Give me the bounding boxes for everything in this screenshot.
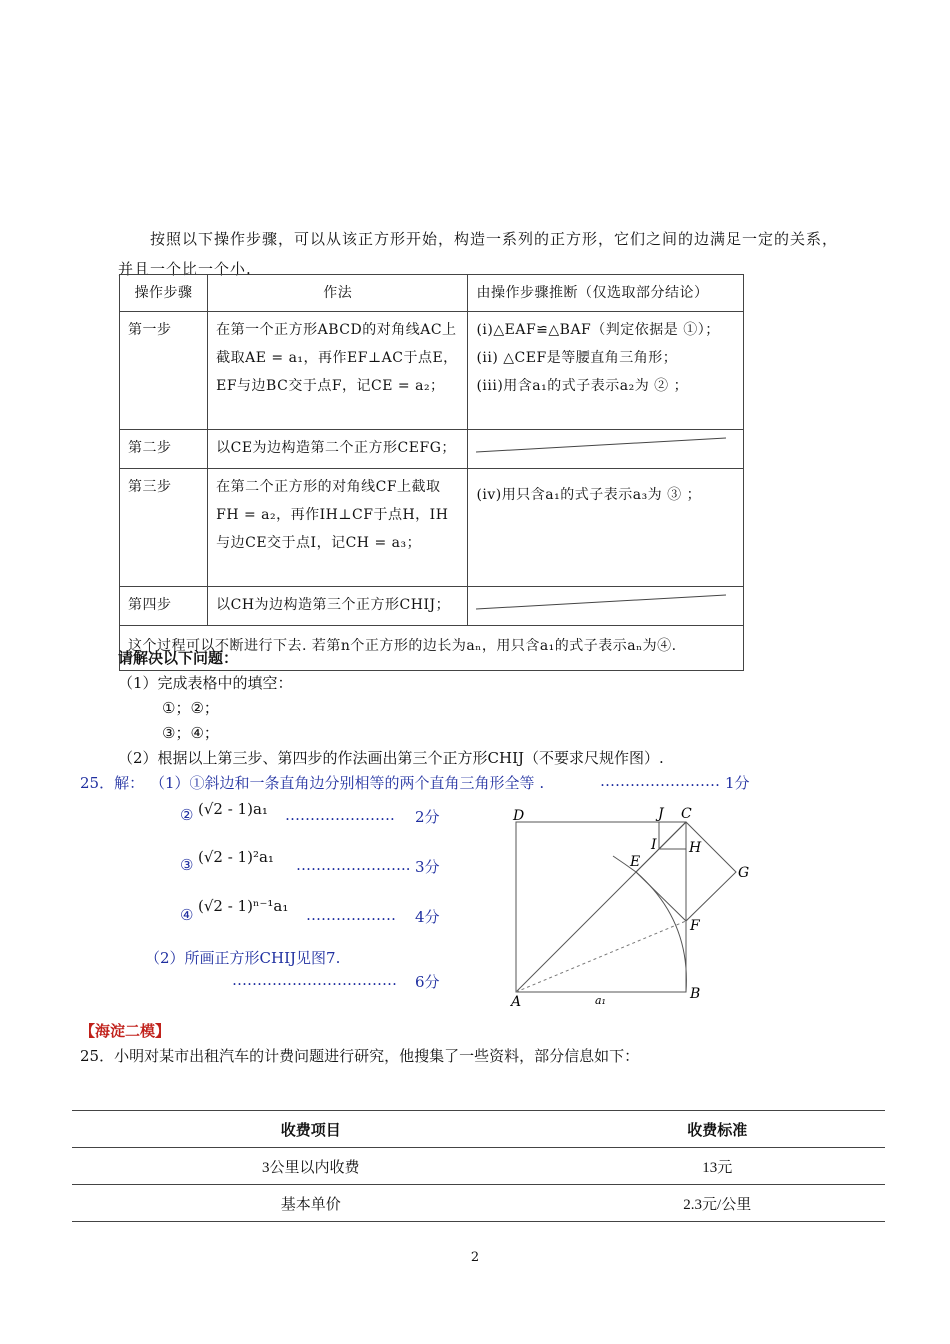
arc	[613, 856, 686, 992]
problem-statement: 25．小明对某市出租汽车的计费问题进行研究，他搜集了一些资料，部分信息如下：	[80, 1047, 640, 1065]
step-label: 第二步	[120, 430, 208, 469]
label-d: D	[513, 808, 525, 824]
label-h: H	[689, 840, 702, 856]
intro-line-1: 按照以下操作步骤，可以从该正方形开始，构造一系列的正方形，它们之间的边满足一定的关系，	[150, 230, 839, 248]
page-number: 2	[470, 1250, 480, 1265]
table-row	[120, 430, 744, 469]
step-label: 第一步	[120, 312, 208, 430]
answer-1-dots: ……………………	[600, 772, 720, 790]
diagonal-ic	[659, 822, 686, 849]
step-conclusions	[468, 469, 744, 587]
label-c: C	[681, 806, 692, 822]
table-row	[72, 1185, 885, 1222]
table-header-row	[120, 275, 744, 312]
answer-number: 25．解：	[80, 774, 145, 792]
fee-item: 3公里以内收费	[72, 1148, 549, 1185]
label-a: A	[511, 994, 522, 1010]
answer-2-expr: (√2 - 1)a₁	[198, 800, 268, 818]
answer-1: （1）①斜边和一条直角边分别相等的两个直角三角形全等 .	[150, 774, 545, 792]
fee-table	[72, 1110, 885, 1222]
geometry-figure	[495, 800, 765, 1015]
answer-2-dots: ………………….	[285, 806, 395, 824]
table-row	[72, 1148, 885, 1185]
step-label: 第四步	[120, 587, 208, 626]
section-tag: 【海淀二模】	[80, 1022, 171, 1040]
label-j: J	[658, 806, 664, 822]
conclusion-iv: (iv)用只含a₁的式子表示a₃为 ③ ；	[476, 487, 702, 503]
empty-cell	[468, 587, 744, 626]
header-method: 作法	[208, 275, 468, 312]
question-2: （2）根据以上第三步、第四步的作法画出第三个正方形CHIJ（不要求尺规作图）.	[118, 749, 664, 767]
question-1-blanks-a: ①；②；	[162, 699, 219, 717]
answer-2-prefix: ②	[180, 806, 194, 824]
operations-table	[119, 274, 744, 671]
conclusion-iii: (iii)用含a₁的式子表示a₂为 ② ；	[476, 378, 689, 394]
label-f: F	[690, 918, 700, 934]
label-i: I	[651, 837, 657, 853]
answer-3-expr: (√2 - 1)²a₁	[198, 848, 274, 866]
header-step: 操作步骤	[120, 275, 208, 312]
conclusion-i: (i)△EAF≌△BAF（判定依据是 ①）；	[476, 322, 720, 338]
step-method: 在第二个正方形的对角线CF上截取FH = a₂，再作IH⊥CF于点H，IH与边CE交于点I，记CH = a₃；	[208, 469, 468, 587]
fee-standard: 13元	[549, 1148, 885, 1185]
step-method: 以CH为边构造第三个正方形CHIJ；	[208, 587, 468, 626]
fee-item: 基本单价	[72, 1185, 549, 1222]
fee-header-item: 收费项目	[72, 1111, 549, 1148]
diagonal-line	[476, 591, 726, 611]
answer-4-prefix: ④	[180, 906, 194, 924]
question-1: （1）完成表格中的填空：	[118, 674, 293, 692]
answer-3-score: 3分	[415, 858, 440, 876]
questions-heading: 请解决以下问题：	[118, 649, 239, 667]
answer-part-2-score: 6分	[415, 973, 440, 991]
line-af	[516, 921, 686, 992]
intro-line-2: 并且一个比一个小.	[118, 260, 252, 278]
answer-3-prefix: ③	[180, 856, 194, 874]
step-conclusions	[468, 312, 744, 430]
answer-part-2-dots: ……………………………	[232, 971, 397, 989]
label-a1: a₁	[595, 994, 606, 1007]
conclusion-ii: (ii) △CEF是等腰直角三角形；	[476, 350, 678, 366]
table-row	[120, 469, 744, 587]
answer-1-score: 1分	[725, 774, 750, 792]
fee-header-standard: 收费标准	[549, 1111, 885, 1148]
question-1-blanks-b: ③；④；	[162, 724, 219, 742]
table-footer: 这个过程可以不断进行下去. 若第n个正方形的边长为aₙ，用只含a₁的式子表示aₙ为④.	[120, 626, 744, 671]
table-row	[120, 587, 744, 626]
answer-4-dots: ………………	[306, 906, 396, 924]
empty-cell	[468, 430, 744, 469]
label-g: G	[738, 865, 750, 881]
answer-4-score: 4分	[415, 908, 440, 926]
fee-header-row	[72, 1111, 885, 1148]
answer-part-2: （2）所画正方形CHIJ见图7.	[145, 949, 341, 967]
answer-4-expr: (√2 - 1)ⁿ⁻¹a₁	[198, 897, 289, 915]
step-method: 在第一个正方形ABCD的对角线AC上截取AE = a₁，再作EF⊥AC于点E，EF与边BC交于点F，记CE = a₂；	[208, 312, 468, 430]
answer-3-dots: …………………..	[296, 856, 411, 874]
label-e: E	[630, 854, 641, 870]
table-row	[120, 312, 744, 430]
label-b: B	[690, 986, 701, 1002]
answer-2-score: 2分	[415, 808, 440, 826]
header-conclusion: 由操作步骤推断（仅选取部分结论）	[468, 275, 744, 312]
step-method: 以CE为边构造第二个正方形CEFG；	[208, 430, 468, 469]
fee-standard: 2.3元/公里	[549, 1185, 885, 1222]
diagonal-line	[476, 434, 726, 454]
step-label: 第三步	[120, 469, 208, 587]
